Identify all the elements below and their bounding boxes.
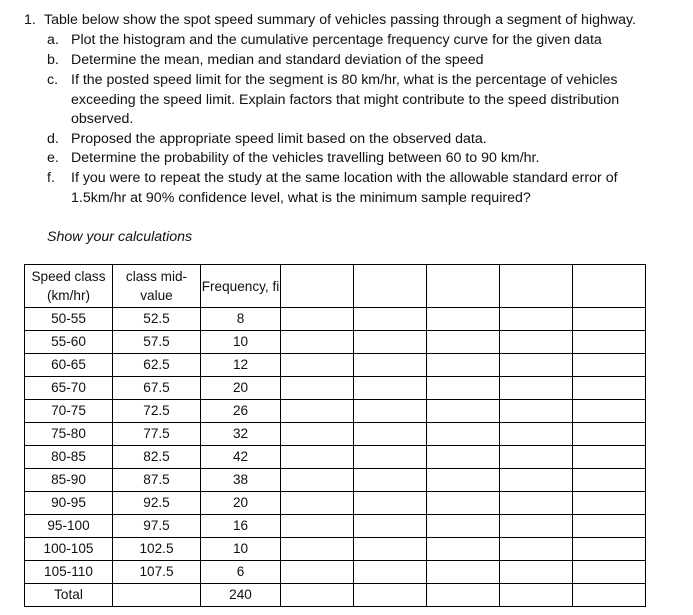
speed-class-cell: 65-70	[25, 377, 113, 400]
blank-cell	[354, 584, 427, 607]
blank-cell	[281, 561, 354, 584]
blank-cell	[354, 469, 427, 492]
mid-value-cell: 107.5	[113, 561, 201, 584]
blank-cell	[427, 469, 500, 492]
table-row	[25, 423, 646, 446]
part-letter: e.	[47, 150, 59, 166]
table-header-row	[25, 265, 646, 308]
part-text: Plot the histogram and the cumulative percentage frequency curve for the given data	[71, 32, 602, 48]
blank-cell	[354, 308, 427, 331]
frequency-cell: 10	[201, 538, 281, 561]
blank-cell	[281, 400, 354, 423]
blank-cell	[500, 538, 573, 561]
blank-cell	[427, 400, 500, 423]
mid-value-cell: 62.5	[113, 354, 201, 377]
blank-cell	[500, 492, 573, 515]
speed-data-table	[24, 264, 646, 607]
part-letter: d.	[47, 131, 59, 147]
blank-cell	[500, 446, 573, 469]
part-letter: f.	[47, 170, 55, 186]
blank-cell	[113, 584, 201, 607]
blank-cell	[427, 377, 500, 400]
mid-value-cell: 87.5	[113, 469, 201, 492]
speed-class-cell: 75-80	[25, 423, 113, 446]
table-row	[25, 400, 646, 423]
blank-cell	[500, 308, 573, 331]
blank-cell	[573, 423, 646, 446]
frequency-cell: 6	[201, 561, 281, 584]
part-text: If the posted speed limit for the segment is 80 km/hr, what is the percentage of vehicles exceeding the speed limit. Explain factors that might contribute to the speed distribution observed.	[71, 72, 620, 127]
table-row	[25, 354, 646, 377]
blank-cell	[354, 400, 427, 423]
blank-cell	[573, 354, 646, 377]
blank-cell	[573, 331, 646, 354]
blank-cell	[500, 423, 573, 446]
mid-value-cell: 92.5	[113, 492, 201, 515]
blank-cell	[354, 446, 427, 469]
blank-cell	[354, 561, 427, 584]
blank-cell	[427, 538, 500, 561]
frequency-cell: 8	[201, 308, 281, 331]
blank-cell	[500, 354, 573, 377]
blank-cell	[573, 492, 646, 515]
blank-cell	[427, 446, 500, 469]
blank-cell	[354, 354, 427, 377]
mid-value-cell: 67.5	[113, 377, 201, 400]
table-row	[25, 377, 646, 400]
table-row	[25, 308, 646, 331]
blank-cell	[573, 265, 646, 308]
mid-value-cell: 82.5	[113, 446, 201, 469]
blank-cell	[281, 331, 354, 354]
table-row	[25, 331, 646, 354]
speed-class-header: Speed class (km/hr)	[25, 265, 113, 308]
blank-cell	[573, 446, 646, 469]
blank-cell	[354, 538, 427, 561]
blank-cell	[500, 561, 573, 584]
blank-cell	[427, 423, 500, 446]
blank-cell	[354, 265, 427, 308]
blank-cell	[427, 331, 500, 354]
blank-cell	[500, 584, 573, 607]
speed-class-cell: 90-95	[25, 492, 113, 515]
frequency-cell: 32	[201, 423, 281, 446]
speed-class-cell: 85-90	[25, 469, 113, 492]
blank-cell	[427, 265, 500, 308]
frequency-cell: 26	[201, 400, 281, 423]
mid-value-cell: 77.5	[113, 423, 201, 446]
frequency-cell: 38	[201, 469, 281, 492]
blank-cell	[281, 423, 354, 446]
speed-class-cell: 50-55	[25, 308, 113, 331]
blank-cell	[500, 400, 573, 423]
mid-value-cell: 72.5	[113, 400, 201, 423]
frequency-cell: 42	[201, 446, 281, 469]
blank-cell	[500, 265, 573, 308]
part-text: Determine the probability of the vehicles travelling between 60 to 90 km/hr.	[71, 150, 540, 166]
blank-cell	[573, 400, 646, 423]
part-b	[47, 51, 657, 71]
blank-cell	[427, 515, 500, 538]
table-row	[25, 492, 646, 515]
blank-cell	[573, 561, 646, 584]
speed-class-cell: 100-105	[25, 538, 113, 561]
speed-class-cell: 60-65	[25, 354, 113, 377]
part-d	[47, 130, 657, 150]
part-text: Proposed the appropriate speed limit based on the observed data.	[71, 131, 487, 147]
blank-cell	[354, 423, 427, 446]
part-text: If you were to repeat the study at the same location with the allowable standard error of 1.5km/hr at 90% confidence level, what is the minimum sample required?	[71, 170, 618, 206]
blank-cell	[427, 492, 500, 515]
speed-class-cell: 105-110	[25, 561, 113, 584]
mid-value-cell: 52.5	[113, 308, 201, 331]
table-row	[25, 469, 646, 492]
blank-cell	[573, 538, 646, 561]
table-row	[25, 515, 646, 538]
blank-cell	[427, 584, 500, 607]
blank-cell	[573, 515, 646, 538]
mid-value-header: class mid-value	[113, 265, 201, 308]
part-text: Determine the mean, median and standard deviation of the speed	[71, 52, 484, 68]
speed-class-cell: 95-100	[25, 515, 113, 538]
frequency-header: Frequency, fi	[201, 265, 281, 308]
question-intro: Table below show the spot speed summary of vehicles passing through a segment of highway.	[44, 12, 637, 28]
mid-value-cell: 97.5	[113, 515, 201, 538]
frequency-cell: 16	[201, 515, 281, 538]
blank-cell	[427, 561, 500, 584]
blank-cell	[281, 538, 354, 561]
calculations-note: Show your calculations	[47, 229, 193, 245]
blank-cell	[500, 331, 573, 354]
speed-class-cell: 55-60	[25, 331, 113, 354]
mid-value-cell: 57.5	[113, 331, 201, 354]
blank-cell	[573, 377, 646, 400]
blank-cell	[427, 354, 500, 377]
table-row	[25, 561, 646, 584]
question-number: 1.	[24, 12, 36, 28]
blank-cell	[281, 469, 354, 492]
blank-cell	[281, 377, 354, 400]
frequency-cell: 20	[201, 492, 281, 515]
total-frequency: 240	[201, 584, 281, 607]
part-a	[47, 31, 657, 51]
blank-cell	[500, 377, 573, 400]
blank-cell	[281, 584, 354, 607]
blank-cell	[354, 492, 427, 515]
blank-cell	[281, 515, 354, 538]
blank-cell	[354, 515, 427, 538]
part-e	[47, 149, 657, 169]
frequency-cell: 20	[201, 377, 281, 400]
frequency-cell: 10	[201, 331, 281, 354]
blank-cell	[281, 354, 354, 377]
blank-cell	[500, 515, 573, 538]
total-row	[25, 584, 646, 607]
blank-cell	[281, 446, 354, 469]
mid-value-cell: 102.5	[113, 538, 201, 561]
part-letter: c.	[47, 72, 59, 88]
frequency-cell: 12	[201, 354, 281, 377]
speed-class-cell: 80-85	[25, 446, 113, 469]
blank-cell	[573, 308, 646, 331]
blank-cell	[500, 469, 573, 492]
table-row	[25, 446, 646, 469]
part-c	[47, 71, 657, 130]
blank-cell	[354, 377, 427, 400]
part-f	[47, 169, 657, 208]
total-label: Total	[25, 584, 113, 607]
blank-cell	[281, 308, 354, 331]
table-row	[25, 538, 646, 561]
blank-cell	[427, 308, 500, 331]
blank-cell	[573, 584, 646, 607]
part-letter: b.	[47, 52, 59, 68]
speed-class-cell: 70-75	[25, 400, 113, 423]
blank-cell	[354, 331, 427, 354]
part-letter: a.	[47, 32, 59, 48]
blank-cell	[573, 469, 646, 492]
blank-cell	[281, 492, 354, 515]
blank-cell	[281, 265, 354, 308]
